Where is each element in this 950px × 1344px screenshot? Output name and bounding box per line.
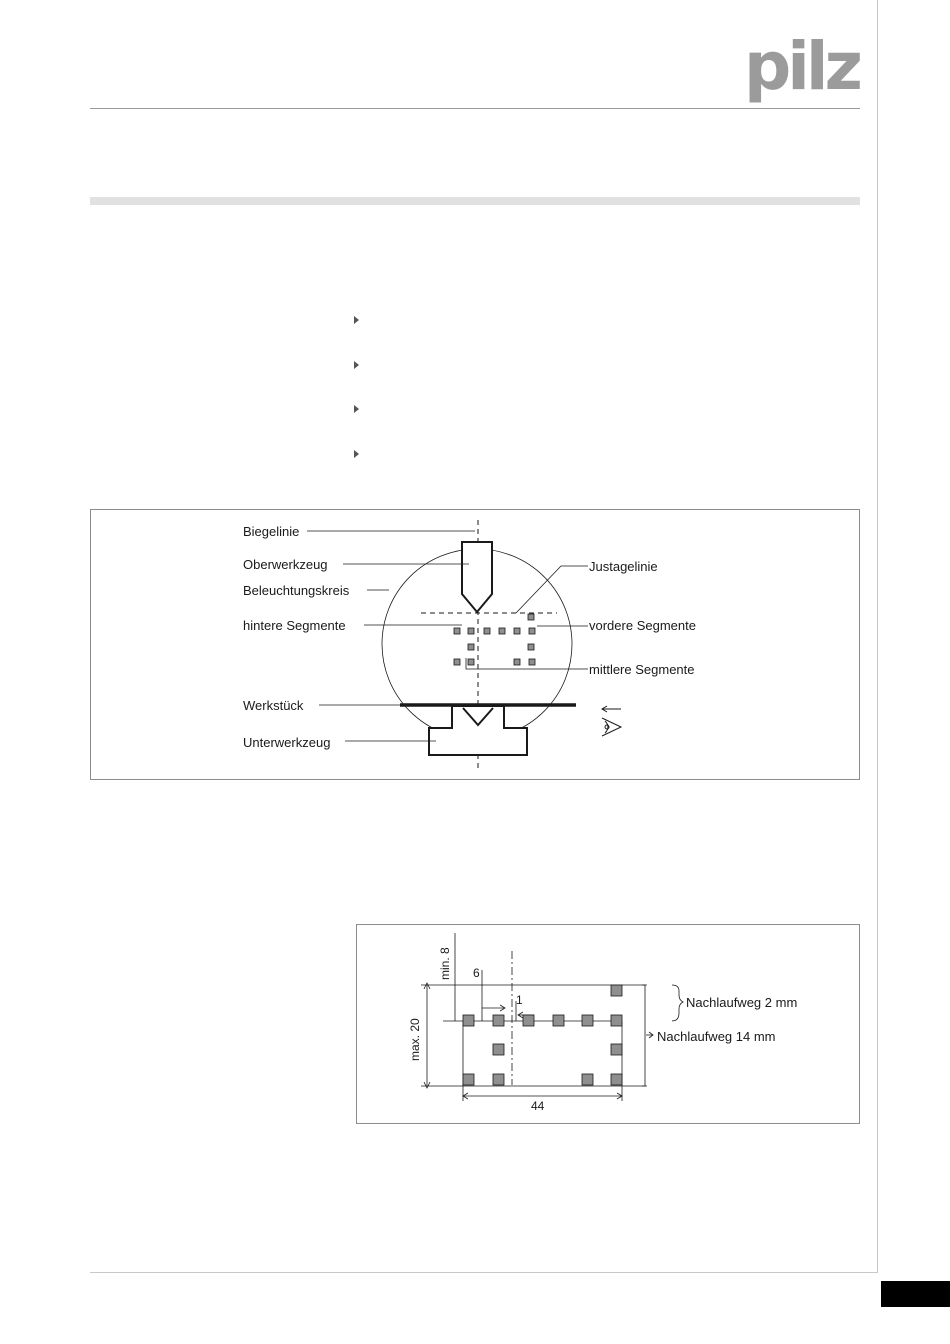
segment xyxy=(611,1074,622,1085)
segment-group xyxy=(454,614,535,665)
header-divider xyxy=(90,108,860,109)
segment xyxy=(463,1074,474,1085)
footer-divider xyxy=(90,1272,878,1273)
segment xyxy=(468,659,474,665)
upper-tool xyxy=(462,542,492,612)
segment xyxy=(611,1044,622,1055)
segment xyxy=(582,1015,593,1026)
segment xyxy=(523,1015,534,1026)
label-justagelinie: Justagelinie xyxy=(589,559,658,574)
figure-bending-diagram xyxy=(90,509,860,780)
segment xyxy=(493,1074,504,1085)
lower-tool xyxy=(429,706,527,755)
pilz-logo: pilz xyxy=(744,28,859,105)
segment xyxy=(463,1015,474,1026)
label-vordere-segmente: vordere Segmente xyxy=(589,618,696,633)
segment xyxy=(528,614,534,620)
label-min-8: min. 8 xyxy=(438,947,452,980)
segment xyxy=(468,628,474,634)
segment xyxy=(582,1074,593,1085)
label-max-20: max. 20 xyxy=(408,1018,422,1061)
segment xyxy=(514,628,520,634)
label-unterwerkzeug: Unterwerkzeug xyxy=(243,735,331,750)
label-nachlaufweg-2mm: Nachlaufweg 2 mm xyxy=(686,995,798,1010)
bullet-arrow-icon xyxy=(354,316,359,324)
label-mittlere-segmente: mittlere Segmente xyxy=(589,662,695,677)
label-44: 44 xyxy=(531,1099,545,1113)
label-oberwerkzeug: Oberwerkzeug xyxy=(243,557,328,572)
segment xyxy=(611,1015,622,1026)
segment-dimensions-svg xyxy=(357,925,859,1123)
section-heading-bar xyxy=(90,197,860,205)
segment xyxy=(514,659,520,665)
segment xyxy=(499,628,505,634)
dimension-lines xyxy=(421,933,683,1101)
label-beleuchtungskreis: Beleuchtungskreis xyxy=(243,583,350,598)
viewing-direction-eye-icon xyxy=(602,706,621,736)
page-number-tab xyxy=(881,1281,950,1307)
bullet-arrow-icon xyxy=(354,405,359,413)
figure-segment-dimensions xyxy=(356,924,860,1124)
segment xyxy=(529,628,535,634)
segment xyxy=(454,659,460,665)
segment xyxy=(454,628,460,634)
label-biegelinie: Biegelinie xyxy=(243,524,300,539)
label-6: 6 xyxy=(473,966,480,980)
bullet-arrow-icon xyxy=(354,361,359,369)
segment xyxy=(468,644,474,650)
segment-group xyxy=(463,985,622,1085)
segment xyxy=(553,1015,564,1026)
segment xyxy=(529,659,535,665)
label-werkstueck: Werkstück xyxy=(243,698,304,713)
bullet-arrow-icon xyxy=(354,450,359,458)
label-hintere-segmente: hintere Segmente xyxy=(243,618,346,633)
page-right-border xyxy=(877,0,878,1272)
label-nachlaufweg-14mm: Nachlaufweg 14 mm xyxy=(657,1029,776,1044)
segment xyxy=(528,644,534,650)
segment xyxy=(611,985,622,996)
segment xyxy=(493,1015,504,1026)
bending-diagram-svg xyxy=(91,510,859,779)
segment xyxy=(484,628,490,634)
segment xyxy=(493,1044,504,1055)
label-1: 1 xyxy=(516,993,523,1007)
